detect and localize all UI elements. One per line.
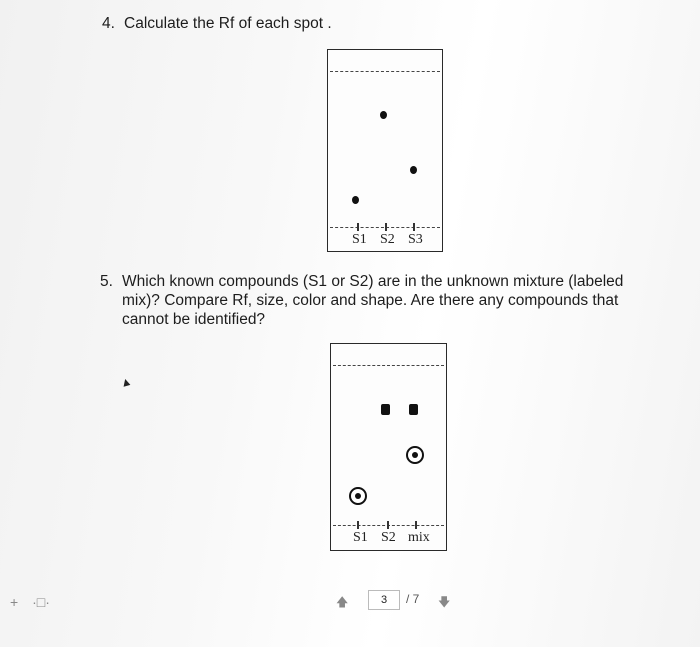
- origin-tick-s2: [385, 223, 387, 231]
- question-text: Which known compounds (S1 or S2) are in the unknown mixture (labeled mix)? Compare Rf, size, color and shape. Are there any compounds that cannot be identified?: [122, 273, 624, 328]
- mouse-cursor-icon: ▲: [118, 373, 134, 391]
- question-number: 5.: [100, 273, 113, 290]
- solvent-front-line: [330, 71, 440, 72]
- previous-page-arrow-icon[interactable]: 🡅: [336, 595, 349, 609]
- lane-label-s1: S1: [352, 232, 367, 247]
- page-zoom-icon[interactable]: ·□·: [32, 594, 50, 610]
- lane-label-s3: S3: [408, 232, 423, 247]
- tlc-plate-2: [330, 343, 447, 551]
- origin-line: [333, 525, 444, 526]
- origin-tick-mix: [415, 521, 417, 529]
- origin-tick-s2: [387, 521, 389, 529]
- plus-icon[interactable]: +: [10, 594, 19, 610]
- question-5: [100, 272, 660, 332]
- question-number: 4.: [102, 15, 115, 32]
- spot-s2: [380, 111, 387, 119]
- viewer-toolbar-left: [10, 594, 60, 610]
- page-number-input[interactable]: 3: [368, 590, 400, 610]
- spot-mix-ring: [406, 446, 424, 464]
- tlc-plate-1: [327, 49, 443, 252]
- next-page-arrow-icon[interactable]: 🡇: [438, 595, 451, 609]
- spot-s2-square: [381, 404, 390, 415]
- lane-label-s2: S2: [380, 232, 395, 247]
- lane-label-mix: mix: [408, 530, 430, 545]
- lane-label-s2: S2: [381, 530, 396, 545]
- origin-tick-s1: [357, 223, 359, 231]
- spot-s1: [352, 196, 359, 204]
- origin-tick-s1: [357, 521, 359, 529]
- solvent-front-line: [333, 365, 444, 366]
- page-total: / 7: [406, 592, 420, 606]
- spot-mix-square: [409, 404, 418, 415]
- lane-label-s1: S1: [353, 530, 368, 545]
- spot-s3: [410, 166, 417, 174]
- spot-s1-ring: [349, 487, 367, 505]
- origin-tick-s3: [413, 223, 415, 231]
- question-text: Calculate the Rf of each spot .: [124, 15, 332, 32]
- question-4: [102, 14, 502, 36]
